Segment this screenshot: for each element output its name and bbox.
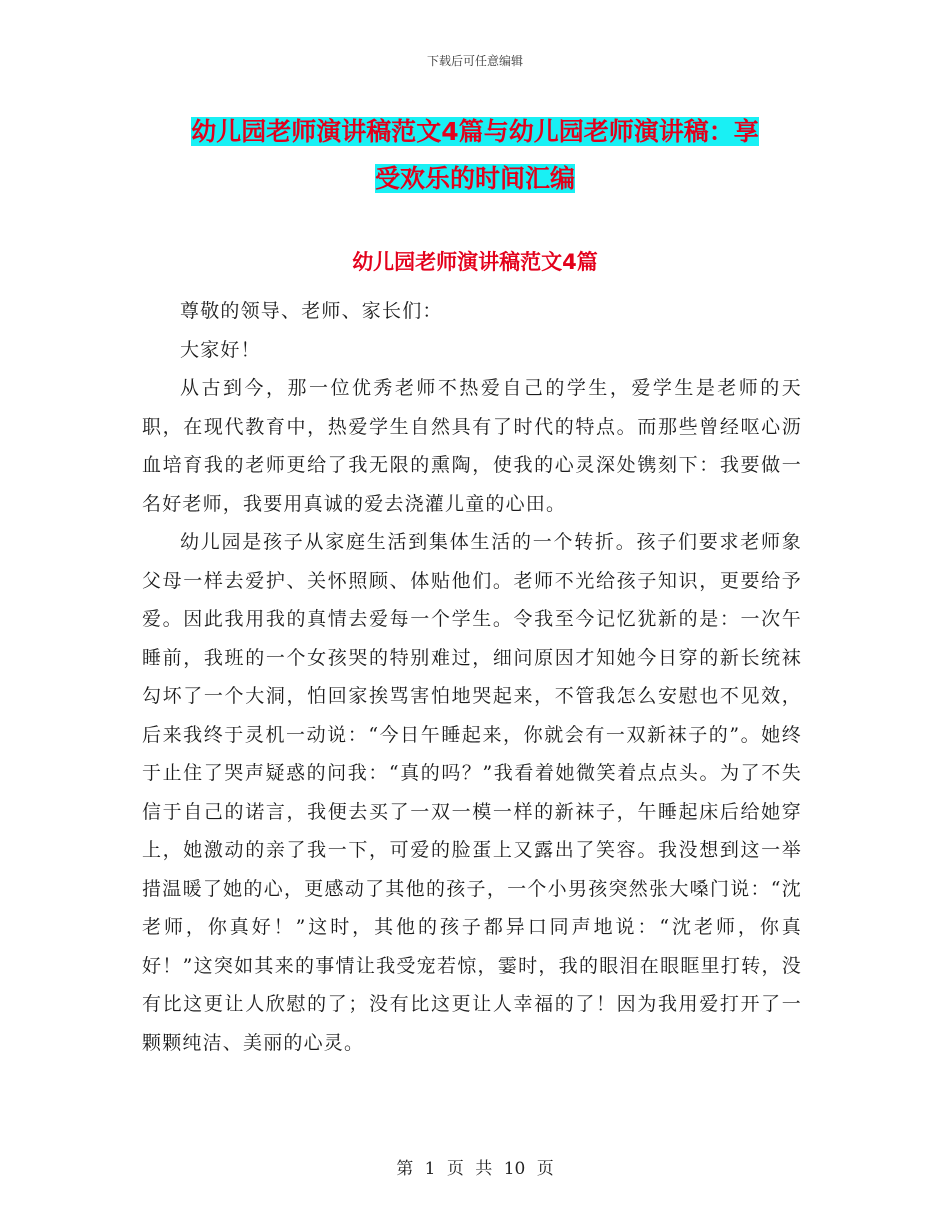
section-title: 幼儿园老师演讲稿范文4篇 — [352, 250, 598, 274]
document-title — [130, 108, 820, 202]
document-title-line-1: 幼儿园老师演讲稿范文4篇与幼儿园老师演讲稿：享 — [191, 117, 759, 146]
body-paragraph: 幼儿园是孩子从家庭生活到集体生活的一个转折。孩子们要求老师象父母一样去爱护、关怀照顾、体贴他们。老师不光给孩子知识，更要给予爱。因此我用我的真情去爱每一个学生。令我至今记忆犹新的是：一次午睡前，我班的一个女孩哭的特别难过，细问原因才知她今日穿的新长统袜勾坏了一个大洞，怕回家挨骂害怕地哭起来，不管我怎么安慰也不见效，后来我终于灵机一动说：“今日午睡起来，你就会有一双新袜子的”。她终于止住了哭声疑惑的问我：“真的吗？”我看着她微笑着点点头。为了不失信于自己的诺言，我便去买了一双一模一样的新袜子，午睡起床后给她穿上，她激动的亲了我一下，可爱的脸蛋上又露出了笑容。我没想到这一举措温暖了她的心，更感动了其他的孩子，一个小男孩突然张大嗓门说：“沈老师，你真好！”这时，其他的孩子都异口同声地说：“沈老师，你真好！”这突如其来的事情让我受宠若惊，霎时，我的眼泪在眼眶里打转，没有比这更让人欣慰的了；没有比这更让人幸福的了！因为我用爱打开了一颗颗纯洁、美丽的心灵。 — [142, 531, 802, 1054]
body-paragraph: 从古到今，那一位优秀老师不热爱自己的学生，爱学生是老师的天职，在现代教育中，热爱学生自然具有了时代的特点。而那些曾经呕心沥血培育我的老师更给了我无限的熏陶，使我的心灵深处镌刻下：我要做一名好老师，我要用真诚的爱去浇灌儿童的心田。 — [142, 377, 802, 515]
salutation-paragraph: 尊敬的领导、老师、家长们： — [180, 300, 443, 322]
header-note: 下载后可任意编辑 — [426, 54, 523, 68]
document-title-line-2: 受欢乐的时间汇编 — [374, 164, 575, 193]
greeting-paragraph: 大家好！ — [180, 338, 261, 361]
body-text — [142, 292, 802, 1062]
page-footer: 第 1 页 共 10 页 — [396, 1159, 554, 1179]
